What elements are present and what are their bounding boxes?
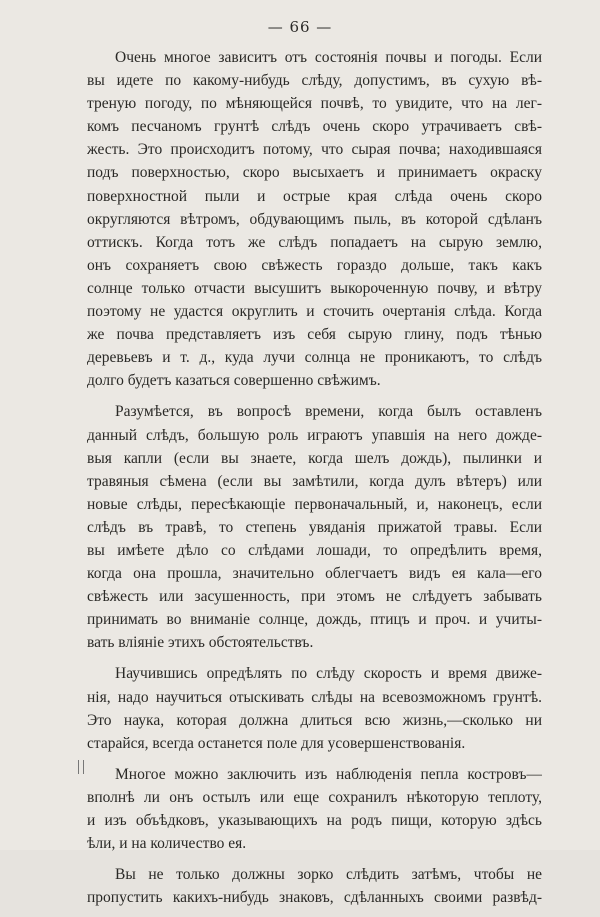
- text-line: Это наука, которая должна длиться всю жизнь,—сколько ни: [87, 711, 542, 729]
- text-line: поверхностной пыли и острые края слѣда очень скоро: [87, 187, 542, 205]
- text-line: старайся, всегда останется поле для усовершенствованія.: [87, 734, 466, 752]
- text-line: нія, надо научиться отыскивать слѣды на всевозможномъ грунтѣ.: [87, 688, 542, 706]
- body-text: [87, 46, 542, 917]
- text-line: вы имѣете дѣло со слѣдами лошади, то опредѣлить время,: [87, 541, 542, 559]
- text-line: треную погоду, по мѣняющейся почвѣ, то увидите, что на лег-: [87, 95, 542, 113]
- paragraph: [87, 763, 542, 855]
- paragraph: [87, 400, 542, 654]
- text-line: принимать во вниманіе солнце, дождь, птицъ и проч. и учиты-: [87, 611, 542, 629]
- text-line: данный слѣдъ, большую роль играютъ упавшія на него дожде-: [87, 426, 542, 444]
- text-line: комъ песчаномъ грунтѣ слѣдъ очень скоро утрачиваетъ свѣ-: [87, 118, 542, 136]
- text-line: округляются вѣтромъ, обдувающимъ пыль, въ которой сдѣланъ: [87, 210, 542, 228]
- margin-mark: [78, 760, 84, 774]
- text-line: вать вліяніе этихъ обстоятельствъ.: [87, 634, 314, 652]
- paragraph: [87, 662, 542, 754]
- text-line: вы идете по какому-нибудь слѣду, допустимъ, въ сухую вѣ-: [87, 72, 542, 90]
- text-line: и изъ объѣдковъ, указывающихъ на родъ пищи, которую здѣсь: [87, 812, 542, 829]
- paragraph: [87, 863, 542, 909]
- text-line: пропустить какихъ-нибудь знаковъ, сдѣланныхъ своими развѣд-: [87, 889, 542, 907]
- text-line: выя капли (если вы знаете, когда шелъ дождь), пылинки и: [87, 449, 542, 467]
- paragraph: [87, 46, 542, 392]
- text-line: Разумѣется, въ вопросѣ времени, когда былъ оставленъ: [115, 403, 542, 421]
- text-line: долго будетъ казаться совершенно свѣжимъ.: [87, 372, 381, 390]
- text-line: оттискъ. Когда тотъ же слѣдъ попадаетъ на сырую землю,: [87, 233, 542, 251]
- text-line: подъ поверхностью, скоро высыхаетъ и принимаетъ окраску: [87, 164, 542, 182]
- text-line: Вы не только должны зорко слѣдить затѣмъ, чтобы не: [115, 866, 542, 884]
- text-line: новые слѣды, пересѣкающіе первоначальный, и, наконецъ, если: [87, 495, 542, 513]
- text-line: когда она прошла, значительно облегчаетъ видъ ея кала—его: [87, 565, 542, 583]
- text-line: вполнѣ ли онъ остылъ или еще сохранилъ нѣкоторую теплоту,: [87, 788, 542, 806]
- text-line: солнце только отчасти высушитъ выкороченную почву, и вѣтру: [87, 279, 542, 297]
- text-line: онъ сохраняетъ свою свѣжесть гораздо дольше, такъ какъ: [87, 256, 542, 274]
- text-line: жесть. Это происходитъ потому, что сырая почва; находившаяся: [87, 141, 542, 159]
- text-line: свѣжесть или засушенность, при этомъ не слѣдуетъ забывать: [87, 588, 542, 606]
- page-number: — 66 —: [267, 18, 333, 36]
- text-line: ѣли, и на количество ея.: [87, 835, 247, 853]
- text-line: деревьевъ и т. д., куда лучи солнца не проникаютъ, то слѣдъ: [87, 349, 542, 367]
- text-line: Научившись опредѣлять по слѣду скорость и время движе-: [115, 665, 542, 683]
- text-line: травяныя сѣмена (если вы замѣтили, когда дулъ вѣтеръ) или: [87, 472, 542, 490]
- text-line: Очень многое зависитъ отъ состоянія почвы и погоды. Если: [115, 49, 542, 66]
- text-line: поэтому не удастся округлить и сточить очертанія слѣда. Когда: [87, 303, 542, 321]
- text-line: слѣдъ въ травѣ, то степень увяданія прижатой травы. Если: [87, 518, 542, 536]
- text-line: же почва представляетъ изъ себя сырую глину, подъ тѣнью: [87, 326, 542, 344]
- text-line: Многое можно заключить изъ наблюденія пепла костровъ—: [115, 765, 542, 783]
